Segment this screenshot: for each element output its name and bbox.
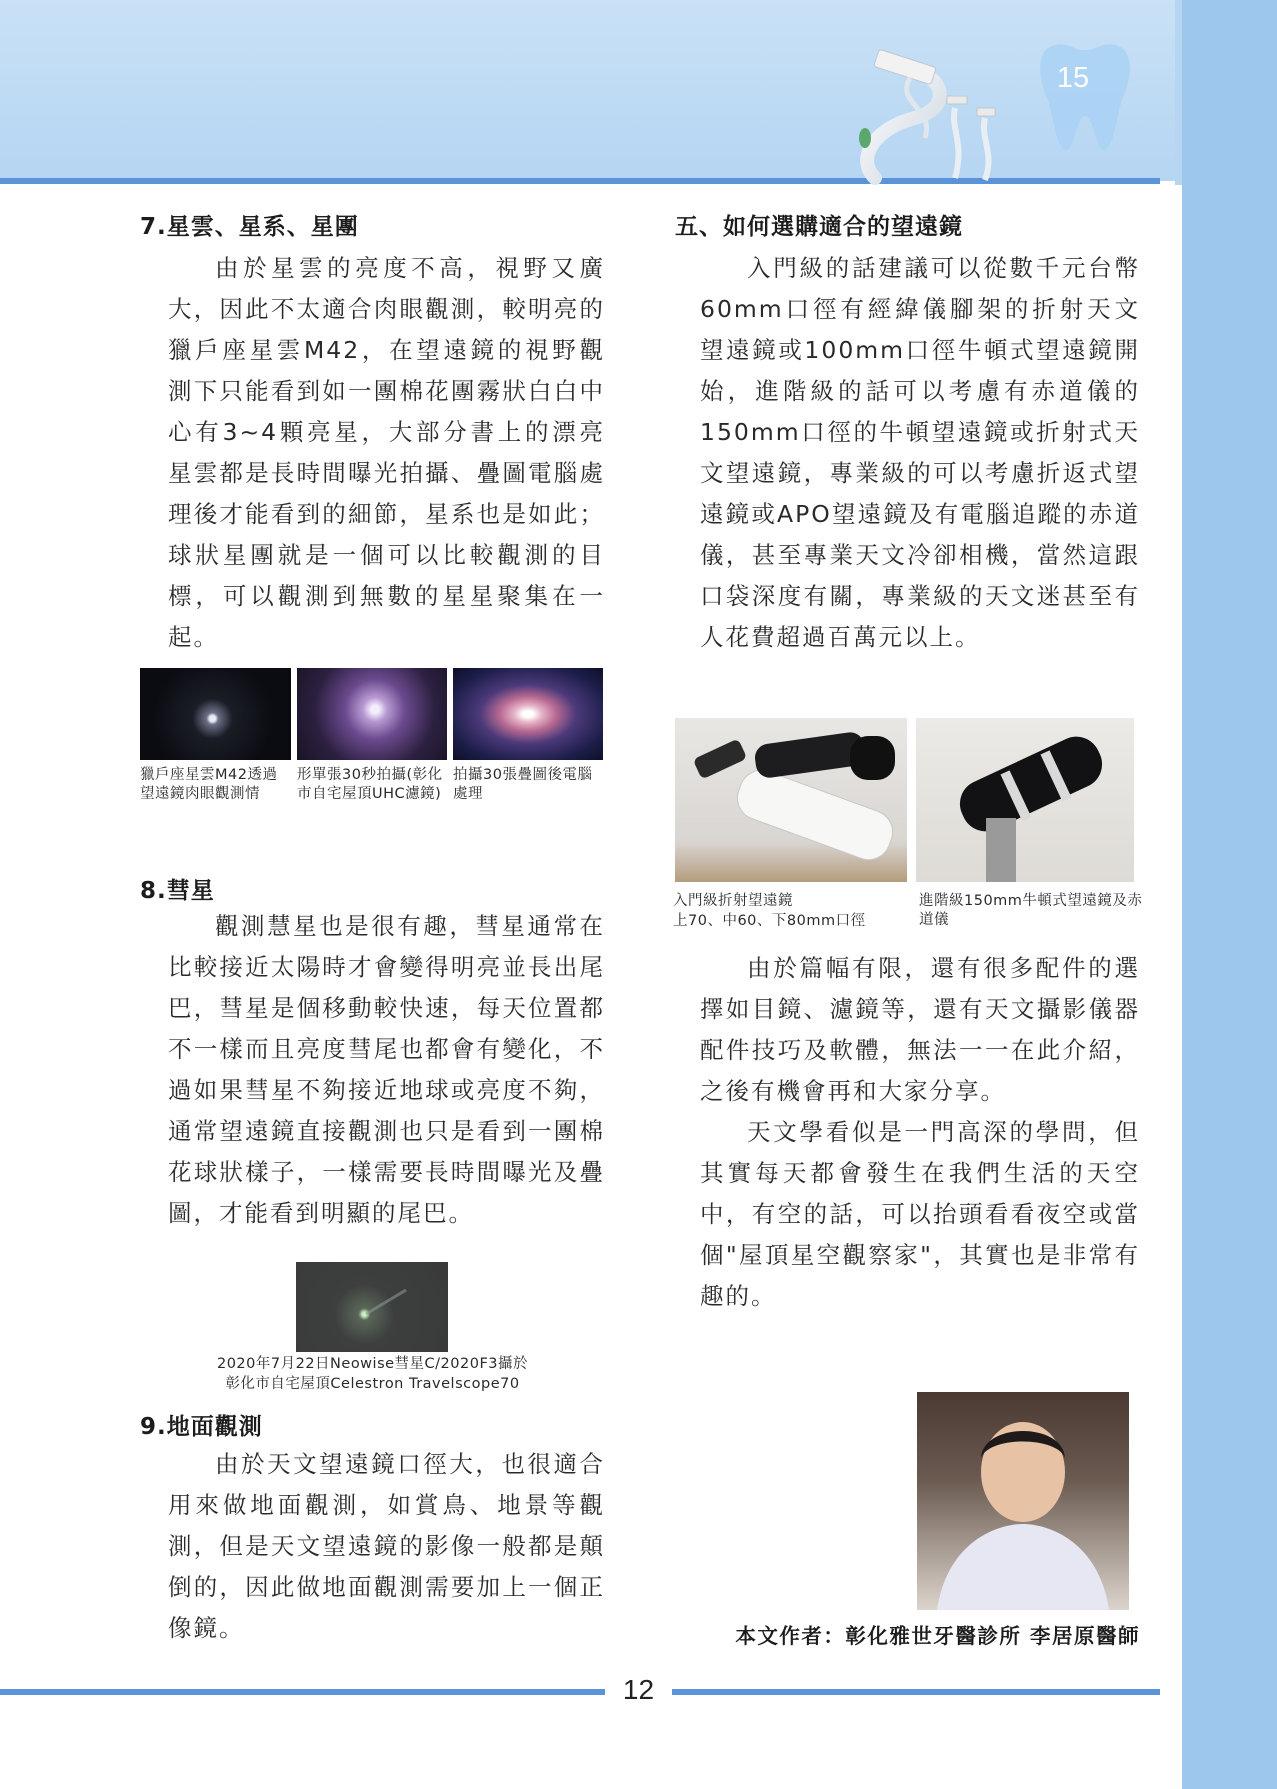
nebula-photo-stacked xyxy=(453,668,603,760)
accessories-paragraph: 由於篇幅有限，還有很多配件的選擇如目鏡、濾鏡等，還有天文攝影儀器配件技巧及軟體，無法一一在此介紹，之後有機會再和大家分享。 xyxy=(700,954,1140,1105)
refractor-telescope-icon xyxy=(675,718,907,882)
tooth-badge-icon xyxy=(1030,38,1140,158)
section-9-paragraph: 由於天文望遠鏡口徑大，也很適合用來做地面觀測，如賞鳥、地景等觀測，但是天文望遠鏡的影像一般都是顛倒的，因此做地面觀測需要加上一個正像鏡。 xyxy=(168,1450,605,1642)
section-8 xyxy=(140,872,605,905)
closing-paragraphs xyxy=(700,948,1140,1317)
conclusion-paragraph: 天文學看似是一門高深的學問，但其實每天都會發生在我們生活的天空中，有空的話，可以抬頭看看夜空或當個"屋頂星空觀察家"，其實也是非常有趣的。 xyxy=(700,1118,1140,1310)
section-8-heading: 8.彗星 xyxy=(140,878,215,904)
section-7-paragraph: 由於星雲的亮度不高，視野又廣大，因此不太適合肉眼觀測，較明亮的獵戶座星雲M42，在望遠鏡的視野觀測下只能看到如一團棉花團霧狀白白中心有3~4顆亮星，大部分書上的漂亮星雲都是長時間曝光拍攝、疊圖電腦處理後才能看到的細節，星系也是如此；球狀星團就是一個可以比較觀測的目標，可以觀測到無數的星星聚集在一起。 xyxy=(168,254,605,651)
tooth-sculpture-icon xyxy=(835,48,1015,188)
nebula-photo-eye xyxy=(140,668,291,760)
header-gap xyxy=(1175,0,1182,185)
footer-divider-right xyxy=(672,1689,1160,1695)
author-portrait-icon xyxy=(917,1392,1129,1610)
author-credit: 本文作者：彰化雅世牙醫診所 李居原醫師 xyxy=(735,1624,1140,1648)
author-photo xyxy=(917,1392,1129,1610)
section-9-body xyxy=(168,1444,605,1649)
nebula-caption-1: 獵戶座星雲M42透過望遠鏡肉眼觀測情 xyxy=(140,767,278,802)
side-color-strip xyxy=(1182,0,1277,1789)
comet-tail-icon xyxy=(296,1262,448,1352)
comet-caption-line-1: 2020年7月22日Neowise彗星C/2020F3攝於 xyxy=(216,1356,529,1372)
section-8-paragraph: 觀測慧星也是很有趣，彗星通常在比較接近太陽時才會變得明亮並長出尾巴，彗星是個移動較快速，每天位置都不一樣而且亮度彗尾也都會有變化，不過如果彗星不夠接近地球或亮度不夠，通常望遠鏡直接觀測也只是看到一團棉花球狀樣子，一樣需要長時間曝光及疊圖，才能看到明顯的尾巴。 xyxy=(168,912,605,1227)
section-5-body xyxy=(700,248,1140,658)
nebula-photo-single xyxy=(297,668,447,760)
page-number: 12 xyxy=(622,1674,655,1705)
comet-photo xyxy=(296,1262,448,1352)
section-8-body xyxy=(168,906,605,1234)
header-page-badge: 15 xyxy=(1056,62,1090,94)
nebula-caption-2: 形單張30秒拍攝(彰化市自宅屋頂UHC濾鏡) xyxy=(297,767,443,802)
section-7-body xyxy=(168,248,605,658)
newtonian-telescope-icon xyxy=(916,718,1134,882)
section-7 xyxy=(140,208,605,241)
refractor-caption-line-2: 上70、中60、下80mm口徑 xyxy=(673,913,866,929)
footer-divider-left xyxy=(0,1689,605,1695)
comet-caption-line-2: 彰化市自宅屋頂Celestron Travelscope70 xyxy=(225,1376,520,1392)
nebula-caption-3: 拍攝30張疊圖後電腦處理 xyxy=(453,767,593,802)
refractor-telescope-photo xyxy=(675,718,907,882)
section-5 xyxy=(675,208,1145,241)
section-5-heading: 五、如何選購適合的望遠鏡 xyxy=(675,214,963,240)
refractor-caption-line-1: 入門級折射望遠鏡 xyxy=(673,893,793,909)
section-7-heading: 7.星雲、星系、星團 xyxy=(140,214,359,240)
section-5-paragraph: 入門級的話建議可以從數千元台幣60mm口徑有經緯儀腳架的折射天文望遠鏡或100mm口徑牛頓式望遠鏡開始，進階級的話可以考慮有赤道儀的150mm口徑的牛頓望遠鏡或折射式天文望遠鏡，專業級的可以考慮折返式望遠鏡或APO望遠鏡及有電腦追蹤的赤道儀，甚至專業天文冷卻相機，當然這跟口袋深度有關，專業級的天文迷甚至有人花費超過百萬元以上。 xyxy=(700,254,1140,651)
section-9-heading: 9.地面觀測 xyxy=(140,1414,263,1440)
margin-gap xyxy=(1175,0,1182,1789)
section-9 xyxy=(140,1408,605,1441)
newtonian-telescope-photo xyxy=(916,718,1134,882)
newtonian-caption: 進階級150mm牛頓式望遠鏡及赤道儀 xyxy=(919,893,1143,928)
